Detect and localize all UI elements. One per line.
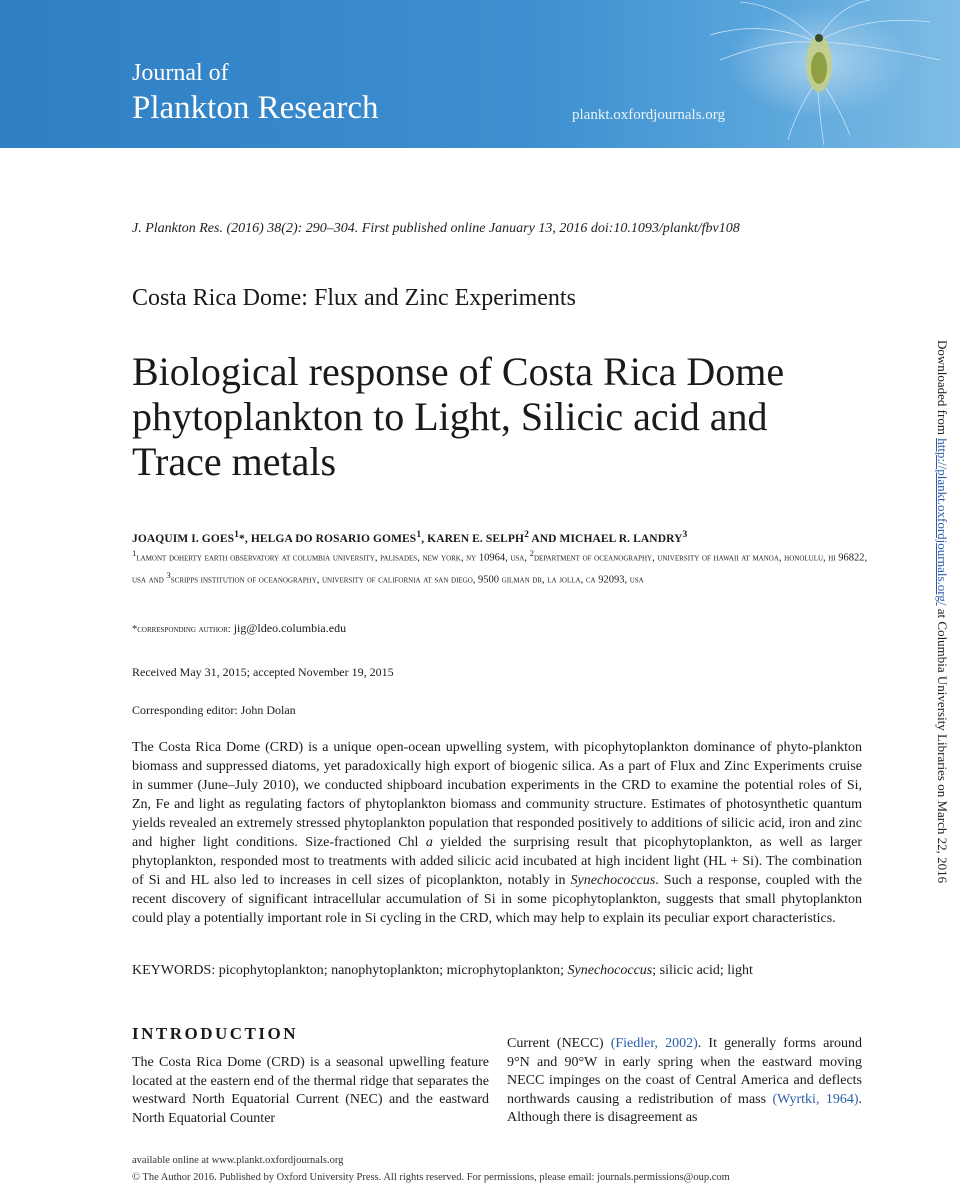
citation-link-fiedler[interactable]: (Fiedler, 2002) [610,1036,698,1051]
intro-text: . Although there is disagreement as [507,1091,863,1125]
corresponding-author [132,621,346,636]
author-selph: , KAREN E. SELPH [421,532,525,545]
affiliation-marker: 2 [529,548,534,558]
corresponding-editor: Corresponding editor: John Dolan [132,703,296,717]
affiliation-marker: 1 [132,548,137,558]
author-goes: JOAQUIM I. GOES [132,532,235,545]
journal-banner [0,0,960,148]
keywords [132,963,753,979]
intro-text: . It generally forms around 9°N and 90°W in early spring when the eastward moving NECC impinges on the coast of Central America and deflects northwards causing a redistribution of mass [507,1036,862,1107]
author-gomes: , HELGA DO ROSARIO GOMES [244,532,417,545]
introduction-heading: INTRODUCTION [132,1024,299,1043]
introduction-column-right [507,1035,862,1128]
download-watermark [934,340,954,884]
received-accepted-dates: Received May 31, 2015; accepted November 19, 2015 [132,665,394,679]
download-note [934,340,950,883]
abstract [132,738,862,928]
author-list [132,529,687,545]
article-title: Biological response of Costa Rica Dome phytoplankton to Light, Silicic acid and Trace metals [132,349,785,484]
abstract-italic: Synechococcus [570,873,656,888]
corresponding-label: *corresponding author: [132,624,231,635]
affiliation-lamont: lamont doherty earth observatory at columbia university, palisades, new york, ny 10964, usa, [136,552,530,564]
affiliation-hawaii: department of oceanography, university of hawaii at manoa, honolulu, hi 96822, usa and [132,552,868,585]
affiliation-marker: 3 [682,529,688,540]
corresponding-email[interactable]: jig@ldeo.columbia.edu [233,621,347,635]
keywords-italic: Synechococcus [567,963,653,978]
affiliation-marker: 1 [416,529,422,540]
abstract-text: . Such a response, coupled with the recent discovery of significant intracellular accumulation of Si in some picophytoplankton, suggests that small phytoplankton could play a potentially important role in Si cycling in the CRD, which may help to explain its peculiar export characteristics. [132,873,862,926]
abstract-text: yielded the surprising result that picophytoplankton, as well as larger phytoplankton, responded most to treatments with added silicic acid incubated at high incident light (HL + Si). The combination of Si and HL also led to increases in cell sizes of picoplankton, notably in [132,835,862,888]
affiliation-marker: 2 [524,529,529,540]
article-citation: J. Plankton Res. (2016) 38(2): 290–304. First published online January 13, 2016 doi:10.1093/plankt/fbv108 [132,221,740,236]
journal-name-line2: Plankton Research [132,90,379,126]
corresponding-star: * [239,532,245,545]
intro-text: Current (NECC) [507,1036,611,1051]
download-link[interactable]: http://plankt.oxfordjournals.org/ [935,438,950,606]
journal-url[interactable]: plankt.oxfordjournals.org [572,107,726,123]
footer-online-availability: available online at www.plankt.oxfordjournals.org [132,1155,344,1166]
abstract-text: The Costa Rica Dome (CRD) is a unique open-ocean upwelling system, with picophytoplankton dominance of phyto-plankton biomass and suppressed diatoms, yet paradoxically high export of biogenic silica. As a part of Flux and Zinc Experiments cruise in summer (June–July 2010), we conducted shipboard incubation experiments in the CRD to examine the potential roles of Si, Zn, Fe and light as regulating factors of phytoplankton biomass and community structure. Estimates of photosynthetic quantum yields revealed an extremely stressed phytoplankton population that responded positively to additions of silicic acid, iron and zinc and higher light conditions. Size-fractioned Chl [132,740,862,850]
affiliations [132,545,872,588]
download-note-text: at Columbia University Libraries on March 22, 2016 [935,605,950,884]
affiliation-scripps: scripps institution of oceanography, university of california at san diego, 9500 gilman dr, la jolla, ca 92093, usa [170,574,644,585]
special-issue-series: Costa Rica Dome: Flux and Zinc Experiments [132,285,576,311]
abstract-italic: a [425,835,433,850]
keywords-text: KEYWORDS: picophytoplankton; nanophytoplankton; microphytoplankton; [132,963,568,978]
plankton-illustration [700,0,960,148]
footer-copyright: © The Author 2016. Published by Oxford University Press. All rights reserved. For permissions, please email: journals.permissions@oup.com [132,1172,730,1183]
author-landry: AND MICHAEL R. LANDRY [528,532,683,545]
download-note-text: Downloaded from [935,340,950,439]
journal-name-line1: Journal of [132,60,229,86]
keywords-text: ; silicic acid; light [652,963,753,978]
citation-link-wyrtki[interactable]: (Wyrtki, 1964) [772,1091,859,1107]
introduction-column-left: The Costa Rica Dome (CRD) is a seasonal upwelling feature located at the eastern end of the thermal ridge that separates the westward North Equatorial Current (NEC) and the eastward North Equatorial Counter [132,1055,489,1126]
affiliation-marker: 1 [234,529,240,540]
affiliation-marker: 3 [166,569,171,580]
